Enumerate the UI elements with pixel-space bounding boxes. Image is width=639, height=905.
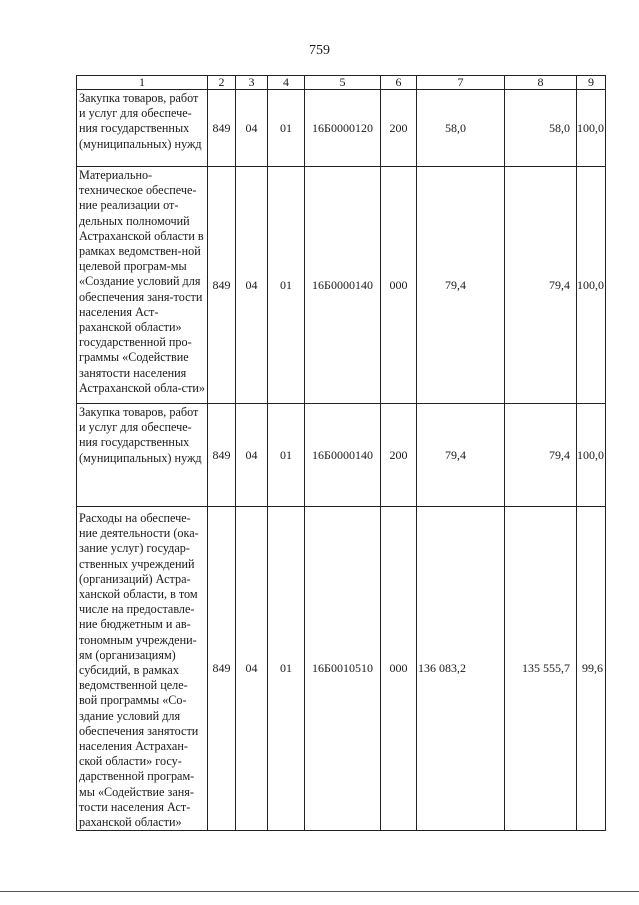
cell-col7: 136 083,2: [417, 507, 505, 831]
cell-col2: 849: [208, 90, 236, 167]
cell-col9: 100,0: [577, 404, 606, 507]
column-header: 3: [236, 76, 268, 90]
column-header: 4: [268, 76, 305, 90]
column-number-row: [77, 76, 606, 90]
cell-col2: 849: [208, 167, 236, 404]
column-header: 8: [505, 76, 577, 90]
cell-col2: 849: [208, 507, 236, 831]
column-header: 5: [305, 76, 381, 90]
cell-col2: 849: [208, 404, 236, 507]
column-header: 7: [417, 76, 505, 90]
cell-col7: 79,4: [417, 404, 505, 507]
cell-col3: 04: [236, 90, 268, 167]
table-row: [77, 507, 606, 831]
cell-col7: 58,0: [417, 90, 505, 167]
cell-col5: 16Б0010510: [305, 507, 381, 831]
budget-table: [76, 75, 606, 831]
cell-col4: 01: [268, 90, 305, 167]
cell-col5: 16Б0000140: [305, 404, 381, 507]
cell-col4: 01: [268, 404, 305, 507]
cell-col5: 16Б0000120: [305, 90, 381, 167]
cell-col8: 58,0: [505, 90, 577, 167]
table-row: [77, 404, 606, 507]
cell-col9: 100,0: [577, 167, 606, 404]
table-row: [77, 167, 606, 404]
column-header: 1: [77, 76, 208, 90]
page-bottom-rule: [0, 891, 639, 892]
cell-col3: 04: [236, 507, 268, 831]
cell-col3: 04: [236, 404, 268, 507]
expense-name: Материально-техническое обеспече-ние реализации от-дельных полномочий Астраханской области в рамках ведомствен-ной целевой програм-мы «Создание условий для обеспечения заня-тости населения Аст-раханской области» государственной про-граммы «Содействие занятости населения Астраханской обла-сти»: [77, 167, 208, 404]
cell-col6: 000: [381, 507, 417, 831]
table-row: [77, 90, 606, 167]
cell-col4: 01: [268, 167, 305, 404]
page-number: 759: [309, 43, 330, 58]
cell-col6: 200: [381, 404, 417, 507]
cell-col8: 79,4: [505, 404, 577, 507]
expense-name: Расходы на обеспече-ние деятельности (ока-зание услуг) государ-ственных учреждений (организаций) Астра-ханской области, в том числе на предоставле-ние бюджетным и ав-тономным учреждени-ям (организациям) субсидий, в рамках ведомственной целе-вой программы «Со-здание условий для обеспечения занятости населения Астрахан-ской области» госу-дарственной програм-мы «Содействие заня-тости населения Аст-раханской области»: [77, 507, 208, 831]
column-header: 6: [381, 76, 417, 90]
cell-col6: 200: [381, 90, 417, 167]
cell-col3: 04: [236, 167, 268, 404]
expense-name: Закупка товаров, работ и услуг для обеспече-ния государственных (муниципальных) нужд: [77, 404, 208, 507]
cell-col9: 99,6: [577, 507, 606, 831]
column-header: 9: [577, 76, 606, 90]
cell-col4: 01: [268, 507, 305, 831]
expense-name: Закупка товаров, работ и услуг для обеспече-ния государственных (муниципальных) нужд: [77, 90, 208, 167]
cell-col6: 000: [381, 167, 417, 404]
cell-col8: 79,4: [505, 167, 577, 404]
cell-col7: 79,4: [417, 167, 505, 404]
cell-col5: 16Б0000140: [305, 167, 381, 404]
cell-col9: 100,0: [577, 90, 606, 167]
cell-col8: 135 555,7: [505, 507, 577, 831]
column-header: 2: [208, 76, 236, 90]
